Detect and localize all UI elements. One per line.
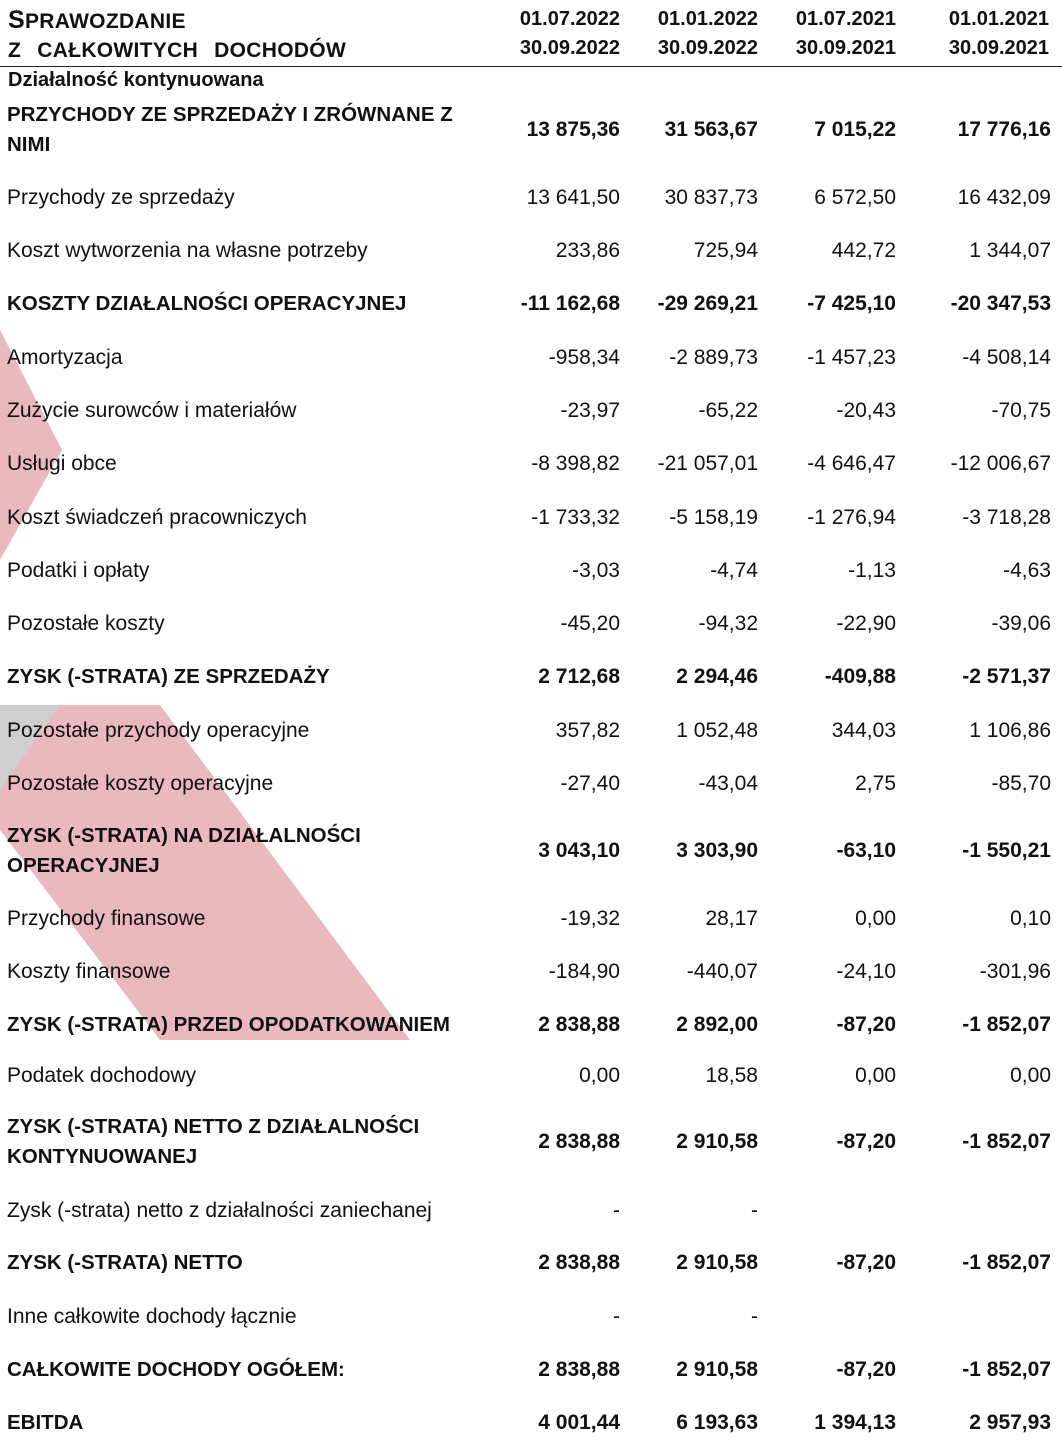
row-label: Pozostałe koszty xyxy=(7,612,165,635)
row-value: -70,75 xyxy=(991,399,1051,422)
row-value: 442,72 xyxy=(831,239,896,262)
row-value: 13 875,36 xyxy=(526,118,620,141)
row-value: -4 508,14 xyxy=(962,346,1051,369)
row-value: 2 838,88 xyxy=(538,1358,620,1381)
row-value: 2,75 xyxy=(855,772,896,795)
row-value: 18,58 xyxy=(705,1064,758,1087)
row-value: -1,13 xyxy=(848,559,896,582)
row-value: 4 001,44 xyxy=(538,1411,620,1434)
row-value: 28,17 xyxy=(705,907,758,930)
row-value: -2 571,37 xyxy=(962,665,1051,688)
row-label: Przychody finansowe xyxy=(7,907,206,930)
row-value: -8 398,82 xyxy=(531,452,620,475)
row-label: Przychody ze sprzedaży xyxy=(7,186,235,209)
row-value: -39,06 xyxy=(991,612,1051,635)
row-value: -24,10 xyxy=(836,960,896,983)
row-value: 725,94 xyxy=(693,239,758,262)
row-value: 1 052,48 xyxy=(676,719,758,742)
row-value: 0,10 xyxy=(1010,907,1051,930)
row-value: -12 006,67 xyxy=(950,452,1051,475)
row-value: -4 646,47 xyxy=(807,452,896,475)
row-value: 6 193,63 xyxy=(676,1411,758,1434)
row-value: -5 158,19 xyxy=(669,506,758,529)
row-label: Podatki i opłaty xyxy=(7,559,150,582)
row-label: Koszt wytworzenia na własne potrzeby xyxy=(7,239,368,262)
row-label: Koszt świadczeń pracowniczych xyxy=(7,506,307,529)
period-column-4 xyxy=(914,5,1049,63)
row-value: - xyxy=(613,1199,620,1222)
period-column-2 xyxy=(623,5,758,63)
row-value: -1 457,23 xyxy=(807,346,896,369)
row-value: 16 432,09 xyxy=(957,186,1051,209)
row-value: -29 269,21 xyxy=(657,292,758,315)
row-label: CAŁKOWITE DOCHODY OGÓŁEM: xyxy=(7,1358,345,1381)
row-value: -1 733,32 xyxy=(531,506,620,529)
row-value: -45,20 xyxy=(560,612,620,635)
row-value: -301,96 xyxy=(979,960,1051,983)
row-value: -7 425,10 xyxy=(807,292,896,315)
row-value: 2 838,88 xyxy=(538,1013,620,1036)
row-value: 6 572,50 xyxy=(814,186,896,209)
statement-title xyxy=(8,6,346,65)
row-value: -1 550,21 xyxy=(962,839,1051,862)
period-to: 30.09.2022 xyxy=(519,37,620,59)
row-value: 3 043,10 xyxy=(538,839,620,862)
row-value: -85,70 xyxy=(991,772,1051,795)
row-value: -87,20 xyxy=(836,1130,896,1153)
row-value: 2 838,88 xyxy=(538,1251,620,1274)
row-value: -87,20 xyxy=(836,1358,896,1381)
row-value: -21 057,01 xyxy=(657,452,758,475)
row-value: -27,40 xyxy=(560,772,620,795)
period-to: 30.09.2022 xyxy=(657,37,758,59)
row-value: -63,10 xyxy=(836,839,896,862)
period-column-3 xyxy=(761,5,896,63)
row-value: 2 957,93 xyxy=(969,1411,1051,1434)
row-value: -184,90 xyxy=(548,960,620,983)
row-label: PRZYCHODY ZE SPRZEDAŻY I ZRÓWNANE Z NIMI xyxy=(7,103,453,156)
row-value: -20 347,53 xyxy=(950,292,1051,315)
row-value: 0,00 xyxy=(855,1064,896,1087)
row-value: 30 837,73 xyxy=(664,186,758,209)
period-from: 01.07.2022 xyxy=(519,8,620,30)
row-value: 1 106,86 xyxy=(969,719,1051,742)
row-value: 0,00 xyxy=(1010,1064,1051,1087)
row-value: -94,32 xyxy=(698,612,758,635)
row-label: Koszty finansowe xyxy=(7,960,171,983)
row-value: 0,00 xyxy=(855,907,896,930)
row-value: -409,88 xyxy=(824,665,896,688)
row-label: ZYSK (-STRATA) PRZED OPODATKOWANIEM xyxy=(7,1013,451,1036)
row-value: 3 303,90 xyxy=(676,839,758,862)
period-from: 01.01.2022 xyxy=(657,8,758,30)
row-value: 0,00 xyxy=(579,1064,620,1087)
row-value: -19,32 xyxy=(560,907,620,930)
row-value: -3 718,28 xyxy=(962,506,1051,529)
row-value: -3,03 xyxy=(572,559,620,582)
row-label: Inne całkowite dochody łącznie xyxy=(7,1305,297,1328)
row-value: - xyxy=(613,1305,620,1328)
row-value: -65,22 xyxy=(698,399,758,422)
row-value: 7 015,22 xyxy=(814,118,896,141)
row-value: -4,74 xyxy=(710,559,758,582)
row-value: 13 641,50 xyxy=(526,186,620,209)
row-value: 2 910,58 xyxy=(676,1358,758,1381)
row-label: Podatek dochodowy xyxy=(7,1064,197,1087)
row-label: Pozostałe koszty operacyjne xyxy=(7,772,274,795)
row-value: - xyxy=(751,1199,758,1222)
title-line-1: PRAWOZDANIE xyxy=(24,10,186,33)
row-label: Amortyzacja xyxy=(7,346,123,369)
row-value: -958,34 xyxy=(548,346,620,369)
row-value: -1 852,07 xyxy=(962,1358,1051,1381)
row-value: 344,03 xyxy=(831,719,896,742)
section-label: Działalność kontynuowana xyxy=(8,69,264,91)
period-from: 01.07.2021 xyxy=(795,8,896,30)
row-value: 2 838,88 xyxy=(538,1130,620,1153)
row-label: Zużycie surowców i materiałów xyxy=(7,399,297,422)
row-value: -20,43 xyxy=(836,399,896,422)
title-line-2: Z CAŁKOWITYCH DOCHODÓW xyxy=(8,39,347,62)
period-to: 30.09.2021 xyxy=(948,37,1049,59)
row-label: ZYSK (-STRATA) ZE SPRZEDAŻY xyxy=(7,665,330,688)
row-value: -43,04 xyxy=(698,772,758,795)
period-to: 30.09.2021 xyxy=(795,37,896,59)
row-label: ZYSK (-STRATA) NA DZIAŁALNOŚCI OPERACYJNEJ xyxy=(7,824,361,877)
row-value: 31 563,67 xyxy=(664,118,758,141)
row-value: -440,07 xyxy=(686,960,758,983)
period-column-1 xyxy=(485,5,620,63)
row-label: EBITDA xyxy=(7,1411,84,1434)
table-header xyxy=(0,0,1062,67)
row-value: -22,90 xyxy=(836,612,896,635)
period-from: 01.01.2021 xyxy=(948,8,1049,30)
row-value: -1 276,94 xyxy=(807,506,896,529)
row-label: Zysk (-strata) netto z działalności zaniechanej xyxy=(7,1199,432,1222)
row-label: Pozostałe przychody operacyjne xyxy=(7,719,310,742)
row-value: 233,86 xyxy=(555,239,620,262)
row-value: 2 910,58 xyxy=(676,1130,758,1153)
row-value: 1 344,07 xyxy=(969,239,1051,262)
row-value: 2 910,58 xyxy=(676,1251,758,1274)
row-value: -4,63 xyxy=(1003,559,1051,582)
row-value: 357,82 xyxy=(555,719,620,742)
row-label: Usługi obce xyxy=(7,452,117,475)
row-label: ZYSK (-STRATA) NETTO Z DZIAŁALNOŚCI KONTYNUOWANEJ xyxy=(7,1115,420,1168)
row-value: 2 712,68 xyxy=(538,665,620,688)
row-value: -1 852,07 xyxy=(962,1130,1051,1153)
row-value: -1 852,07 xyxy=(962,1251,1051,1274)
row-value: -87,20 xyxy=(836,1251,896,1274)
row-value: 2 294,46 xyxy=(676,665,758,688)
row-value: -87,20 xyxy=(836,1013,896,1036)
title-initial: S xyxy=(8,6,25,34)
row-value: -2 889,73 xyxy=(669,346,758,369)
row-label: ZYSK (-STRATA) NETTO xyxy=(7,1251,243,1274)
row-value: -23,97 xyxy=(560,399,620,422)
row-value: -11 162,68 xyxy=(520,292,620,315)
row-label: KOSZTY DZIAŁALNOŚCI OPERACYJNEJ xyxy=(7,292,407,315)
row-value: 17 776,16 xyxy=(957,118,1051,141)
row-value: - xyxy=(751,1305,758,1328)
row-value: 2 892,00 xyxy=(676,1013,758,1036)
row-value: -1 852,07 xyxy=(962,1013,1051,1036)
row-value: 1 394,13 xyxy=(814,1411,896,1434)
